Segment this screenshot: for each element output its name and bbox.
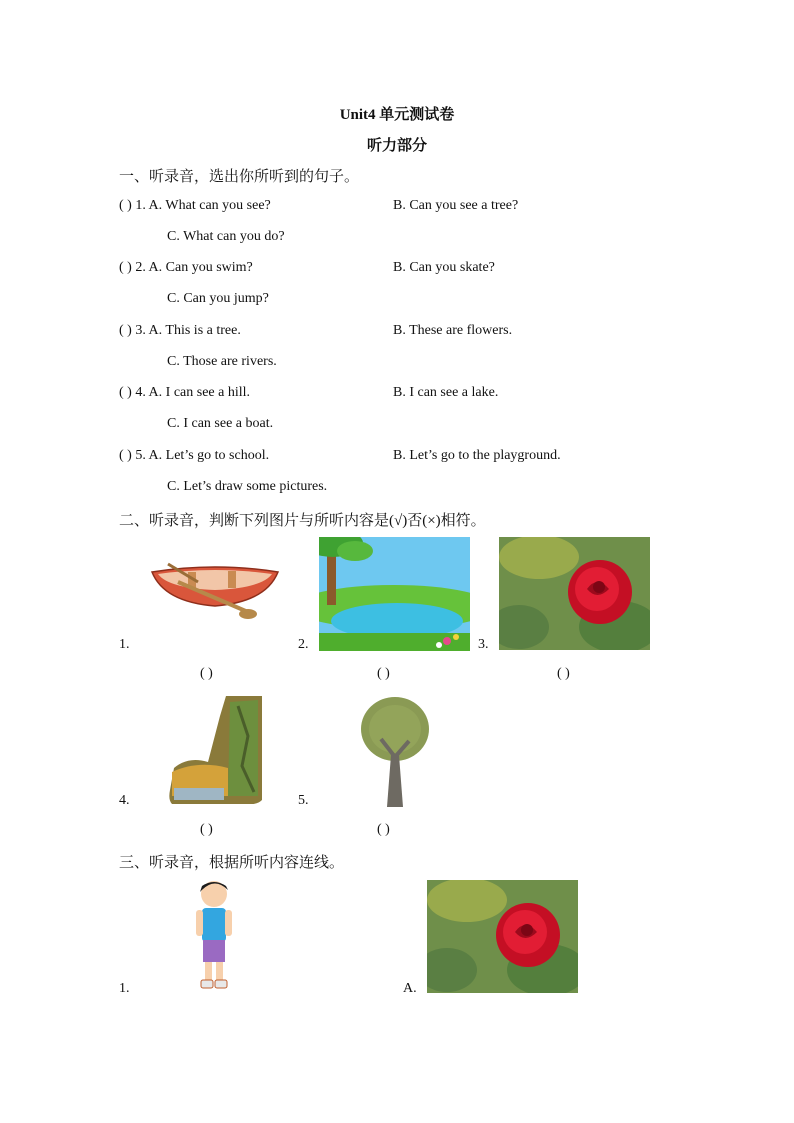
item-3-answer[interactable]: ( ) bbox=[557, 666, 570, 681]
lake-image bbox=[319, 537, 470, 651]
rose-image[interactable] bbox=[427, 880, 578, 993]
item-4-answer[interactable]: ( ) bbox=[200, 822, 213, 837]
rose-image bbox=[499, 537, 650, 650]
section-1-heading: 一、听录音，选出你所听到的句子。 bbox=[119, 169, 360, 185]
item-2-answer[interactable]: ( ) bbox=[377, 666, 390, 681]
cliff-image bbox=[168, 696, 262, 804]
match-left-label: 1. bbox=[119, 981, 130, 996]
item-3-number: 3. bbox=[478, 637, 489, 652]
question-1-option-b: B. Can you see a tree? bbox=[393, 198, 519, 213]
question-4-option-c: C. I can see a boat. bbox=[167, 416, 274, 431]
section-3-heading: 三、听录音，根据所听内容连线。 bbox=[119, 855, 345, 871]
item-5-answer[interactable]: ( ) bbox=[377, 822, 390, 837]
question-1-options-a: ( ) 1. A. What can you see? bbox=[119, 198, 271, 213]
question-2-option-c: C. Can you jump? bbox=[167, 291, 269, 306]
item-4-number: 4. bbox=[119, 793, 130, 808]
item-5-number: 5. bbox=[298, 793, 309, 808]
boat-image bbox=[148, 558, 282, 624]
question-2-option-b: B. Can you skate? bbox=[393, 260, 495, 275]
boy-image[interactable] bbox=[190, 880, 238, 992]
item-1-answer[interactable]: ( ) bbox=[200, 666, 213, 681]
question-3-option-b: B. These are flowers. bbox=[393, 323, 513, 338]
question-5-option-b: B. Let’s go to the playground. bbox=[393, 448, 561, 463]
question-4-options-a: ( ) 4. A. I can see a hill. bbox=[119, 385, 251, 400]
match-right-label: A. bbox=[403, 981, 417, 996]
question-5-options-a: ( ) 5. A. Let’s go to school. bbox=[119, 448, 270, 463]
item-2-number: 2. bbox=[298, 637, 309, 652]
question-1-option-c: C. What can you do? bbox=[167, 229, 285, 244]
section-2-heading: 二、听录音，判断下列图片与所听内容是(√)否(×)相符。 bbox=[119, 513, 486, 529]
question-5-option-c: C. Let’s draw some pictures. bbox=[167, 479, 328, 494]
tree-image bbox=[359, 695, 431, 809]
question-2-options-a: ( ) 2. A. Can you swim? bbox=[119, 260, 253, 275]
page-title: Unit4 单元测试卷 bbox=[339, 107, 455, 123]
question-3-option-c: C. Those are rivers. bbox=[167, 354, 277, 369]
question-3-options-a: ( ) 3. A. This is a tree. bbox=[119, 323, 241, 338]
question-4-option-b: B. I can see a lake. bbox=[393, 385, 499, 400]
item-1-number: 1. bbox=[119, 637, 130, 652]
page-subtitle: 听力部分 bbox=[366, 138, 427, 154]
